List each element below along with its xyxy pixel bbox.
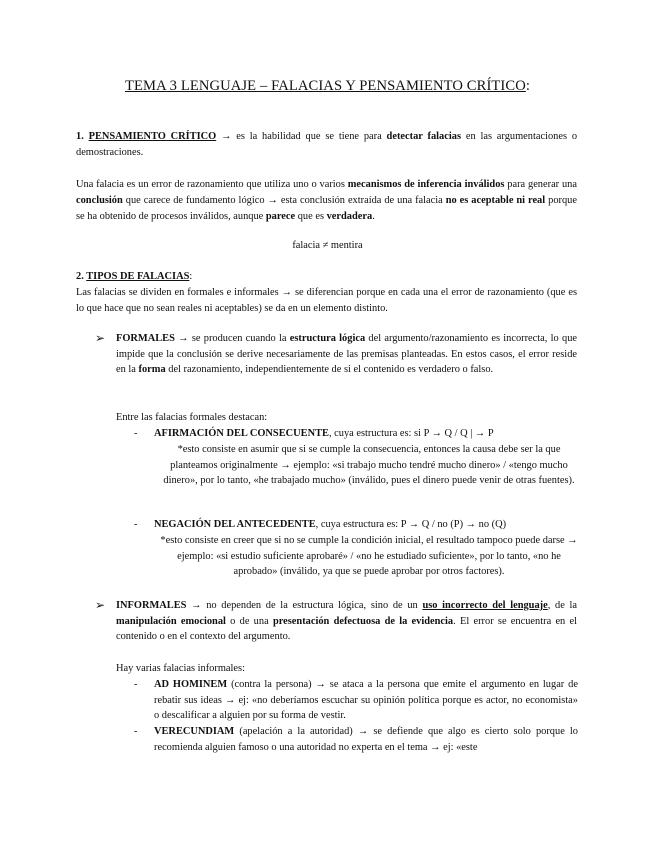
informales-paragraph [116,598,577,645]
formales-bold-1: estructura lógica [289,333,366,344]
title-text: TEMA 3 LENGUAJE – FALACIAS Y PENSAMIENTO CRÍTICO [124,78,526,94]
negacion-label: NEGACIÓN DEL ANTECEDENTE [154,519,316,530]
document-title [0,78,655,95]
informales-bold-2: manipulación emocional [116,615,226,627]
verecundiam-item [154,724,578,755]
negacion-note: *esto consiste en creer que si no se cumple la condición inicial, el resultado tampoco puede darse → ejemplo: «si estudio suficiente aprobaré» / «no he estudiado suficiente», por lo tanto, «no he aprobado» (inválido, ya que se puede aprobar por otros factores). [160,535,578,577]
informales-bold-3: presentación defectuosa de la evidencia [272,615,454,627]
informales-text-1: → no dependen de la estructura lógica, sino de un [191,600,418,611]
def-bold-2: conclusión [76,195,123,206]
informales-text-3: o de una [230,615,269,627]
formula-line: falacia ≠ mentira [292,240,363,251]
list-dash: - [134,726,138,737]
verecundiam-label: VERECUNDIAM [154,726,235,737]
def-text-2: para generar una [507,179,577,190]
negacion-structure: , cuya estructura es: P → Q / no (P) → no (Q) [315,519,507,530]
arrow-bullet-icon: ➢ [95,598,106,612]
section-1-bold-a: detectar falacias [386,131,461,142]
section-1-number: 1. [76,131,84,142]
arrow-symbol: → [221,131,232,142]
informales-text-4: . El error se encuentra en el contenido o en el contexto del argumento. [116,615,578,642]
ad-hominem-label: AD HOMINEM [154,679,228,690]
afirmacion-consecuente-line [154,426,494,442]
ad-hominem-text: (contra la persona) → se ataca a la persona que emite el argumento en lugar de rebatir sus ideas → ej: «no deberíamos escuchar su opinión política porque es actor, no economista» o descalificar a alguien por su forma de vestir. [154,679,578,721]
section-1-text-b: en las argumentaciones o demostraciones. [76,131,578,158]
section-2-colon: : [189,271,193,282]
formales-text-3: del razonamiento, independientemente de si el contenido es verdadero o falso. [168,364,494,375]
falacia-definition-paragraph [76,177,577,225]
formales-intro: Entre las falacias formales destacan: [116,412,268,423]
informales-bold-1: uso incorrecto del lenguaje [422,600,548,611]
list-dash: - [134,428,138,439]
afirmacion-note: *esto consiste en asumir que si se cumple la consecuencia, entonces la causa debe ser la que planteamos originalmente → ejemplo: «si trabajo mucho tendré mucho dinero» / «tengo mucho dinero», por lo tanto, «he trabajado mucho» (inválido, pues el dinero puede venir de otras fuentes). [163,444,575,486]
list-dash: - [134,519,138,530]
section-2-label: TIPOS DE FALACIAS [86,271,190,282]
formales-paragraph [116,331,577,378]
formales-bold-2: forma [138,364,166,375]
formales-text-2: del argumento/razonamiento es incorrecta, lo que impide que la conclusión se derive necesariamente de las premisas planteadas. En estos casos, el error reside en la [116,333,577,375]
section-1-text-a: es la habilidad que se tiene para [236,131,382,142]
informales-intro: Hay varias falacias informales: [116,663,245,674]
ad-hominem-item [154,677,578,724]
def-text-3: que carece de fundamento lógico → esta conclusión extraída de una falacia [125,195,443,206]
def-text-4: porque se ha obtenido de procesos inválidos, aunque [76,195,577,222]
title-colon: : [525,78,531,94]
def-text-5: que es [297,211,324,222]
def-bold-5: verdadera [326,211,373,222]
def-bold-3: no es aceptable ni real [445,195,546,206]
def-bold-1: mecanismos de inferencia inválidos [347,179,505,190]
def-text-1: Una falacia es un error de razonamiento que utiliza uno o varios [76,179,345,190]
def-bold-4: parece [265,211,296,222]
formales-label: FORMALES [116,333,175,344]
section-1-label: PENSAMIENTO CRÍTICO [88,131,217,142]
informales-text-2: , de la [547,600,578,611]
section-2-heading [76,269,192,285]
afirmacion-label: AFIRMACIÓN DEL CONSECUENTE [154,428,329,439]
formales-text-1: → se producen cuando la [178,333,287,344]
afirmacion-structure: , cuya estructura es: si P → Q / Q | → P [328,428,494,439]
verecundiam-text: (apelación a la autoridad) → se defiende que algo es cierto solo porque lo recomienda alguien famoso o una autoridad no experta en el tema → ej: «este [154,726,578,753]
list-dash: - [134,679,138,690]
def-text-6: . [372,211,375,222]
arrow-bullet-icon: ➢ [95,331,106,345]
informales-label: INFORMALES [116,600,187,611]
section-1-paragraph [76,129,577,161]
section-2-paragraph: Las falacias se dividen en formales e informales → se diferencian porque en cada una el error de razonamiento (que es lo que hace que no sean reales ni aceptables) se da en un elemento distinto. [76,287,577,314]
negacion-antecedente-line [154,517,506,533]
section-2-number: 2. [76,271,84,282]
